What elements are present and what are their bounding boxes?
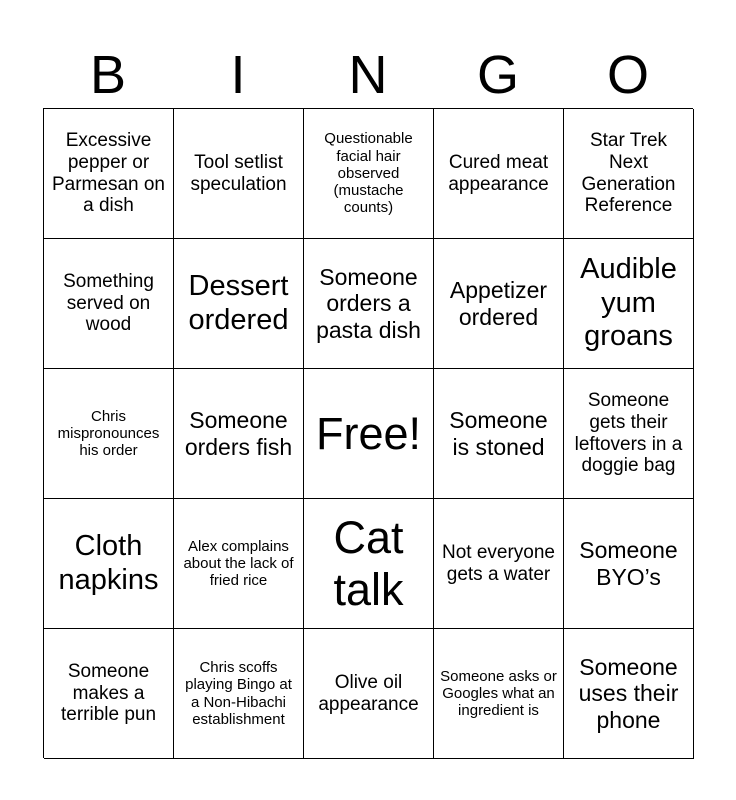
- cell-text: Star Trek Next Generation Reference: [581, 129, 676, 217]
- bingo-cell[interactable]: [174, 369, 304, 499]
- free-space-text: Free!: [315, 407, 422, 459]
- bingo-cell[interactable]: [174, 239, 304, 369]
- bingo-card: [43, 108, 693, 758]
- header-letter-o: O: [606, 45, 649, 105]
- cell-text: Someone orders fish: [184, 407, 293, 460]
- cell-text: Not everyone gets a water: [441, 541, 555, 585]
- bingo-cell[interactable]: [434, 109, 564, 239]
- bingo-cell[interactable]: [434, 239, 564, 369]
- cell-text: Questionable facial hair observed (mustache counts): [324, 130, 413, 217]
- header-letter-i: I: [230, 45, 246, 105]
- cell-text: Chris scoffs playing Bingo at a Non-Hibachi establishment: [185, 659, 292, 728]
- bingo-cell[interactable]: [304, 629, 434, 759]
- cell-text: Someone is stoned: [449, 407, 548, 460]
- bingo-cell[interactable]: [564, 499, 694, 629]
- cell-text: Someone BYO’s: [579, 537, 678, 590]
- cell-text: Olive oil appearance: [318, 671, 419, 715]
- bingo-cell[interactable]: [564, 629, 694, 759]
- bingo-cell[interactable]: [304, 109, 434, 239]
- cell-text: Cloth napkins: [58, 530, 159, 596]
- cell-text: Cured meat appearance: [448, 151, 549, 195]
- cell-text: Something served on wood: [63, 270, 154, 336]
- cell-text: Someone uses their phone: [578, 653, 679, 733]
- bingo-cell[interactable]: [564, 239, 694, 369]
- bingo-cell[interactable]: [44, 239, 174, 369]
- cell-text: Cat talk: [333, 511, 404, 615]
- bingo-cell[interactable]: [304, 239, 434, 369]
- bingo-header: [43, 42, 693, 108]
- cell-text: Chris mispronounces his order: [57, 407, 160, 460]
- bingo-cell[interactable]: [44, 629, 174, 759]
- header-letter-n: N: [348, 45, 388, 105]
- bingo-cell[interactable]: [174, 109, 304, 239]
- cell-text: Excessive pepper or Parmesan on a dish: [51, 129, 165, 217]
- bingo-cell[interactable]: [44, 369, 174, 499]
- bingo-cell[interactable]: [434, 629, 564, 759]
- cell-text: Someone gets their leftovers in a doggie bag: [574, 389, 683, 477]
- bingo-cell[interactable]: [174, 499, 304, 629]
- bingo-cell[interactable]: [564, 109, 694, 239]
- cell-text: Someone orders a pasta dish: [316, 263, 421, 343]
- bingo-cell[interactable]: [564, 369, 694, 499]
- cell-text: Alex complains about the lack of fried rice: [183, 537, 294, 590]
- bingo-cell[interactable]: [434, 369, 564, 499]
- bingo-cell[interactable]: [304, 499, 434, 629]
- cell-text: Someone asks or Googles what an ingredient is: [440, 667, 557, 720]
- free-space-cell[interactable]: [304, 369, 434, 499]
- cell-text: Appetizer ordered: [449, 277, 548, 330]
- cell-text: Tool setlist speculation: [190, 151, 287, 195]
- bingo-cell[interactable]: [44, 109, 174, 239]
- bingo-cell[interactable]: [434, 499, 564, 629]
- cell-text: Someone makes a terrible pun: [60, 660, 157, 726]
- bingo-cell[interactable]: [44, 499, 174, 629]
- header-letter-b: B: [89, 45, 127, 105]
- cell-text: Audible yum groans: [580, 253, 677, 353]
- cell-text: Dessert ordered: [188, 270, 289, 336]
- header-letter-g: G: [476, 45, 519, 105]
- bingo-cell[interactable]: [174, 629, 304, 759]
